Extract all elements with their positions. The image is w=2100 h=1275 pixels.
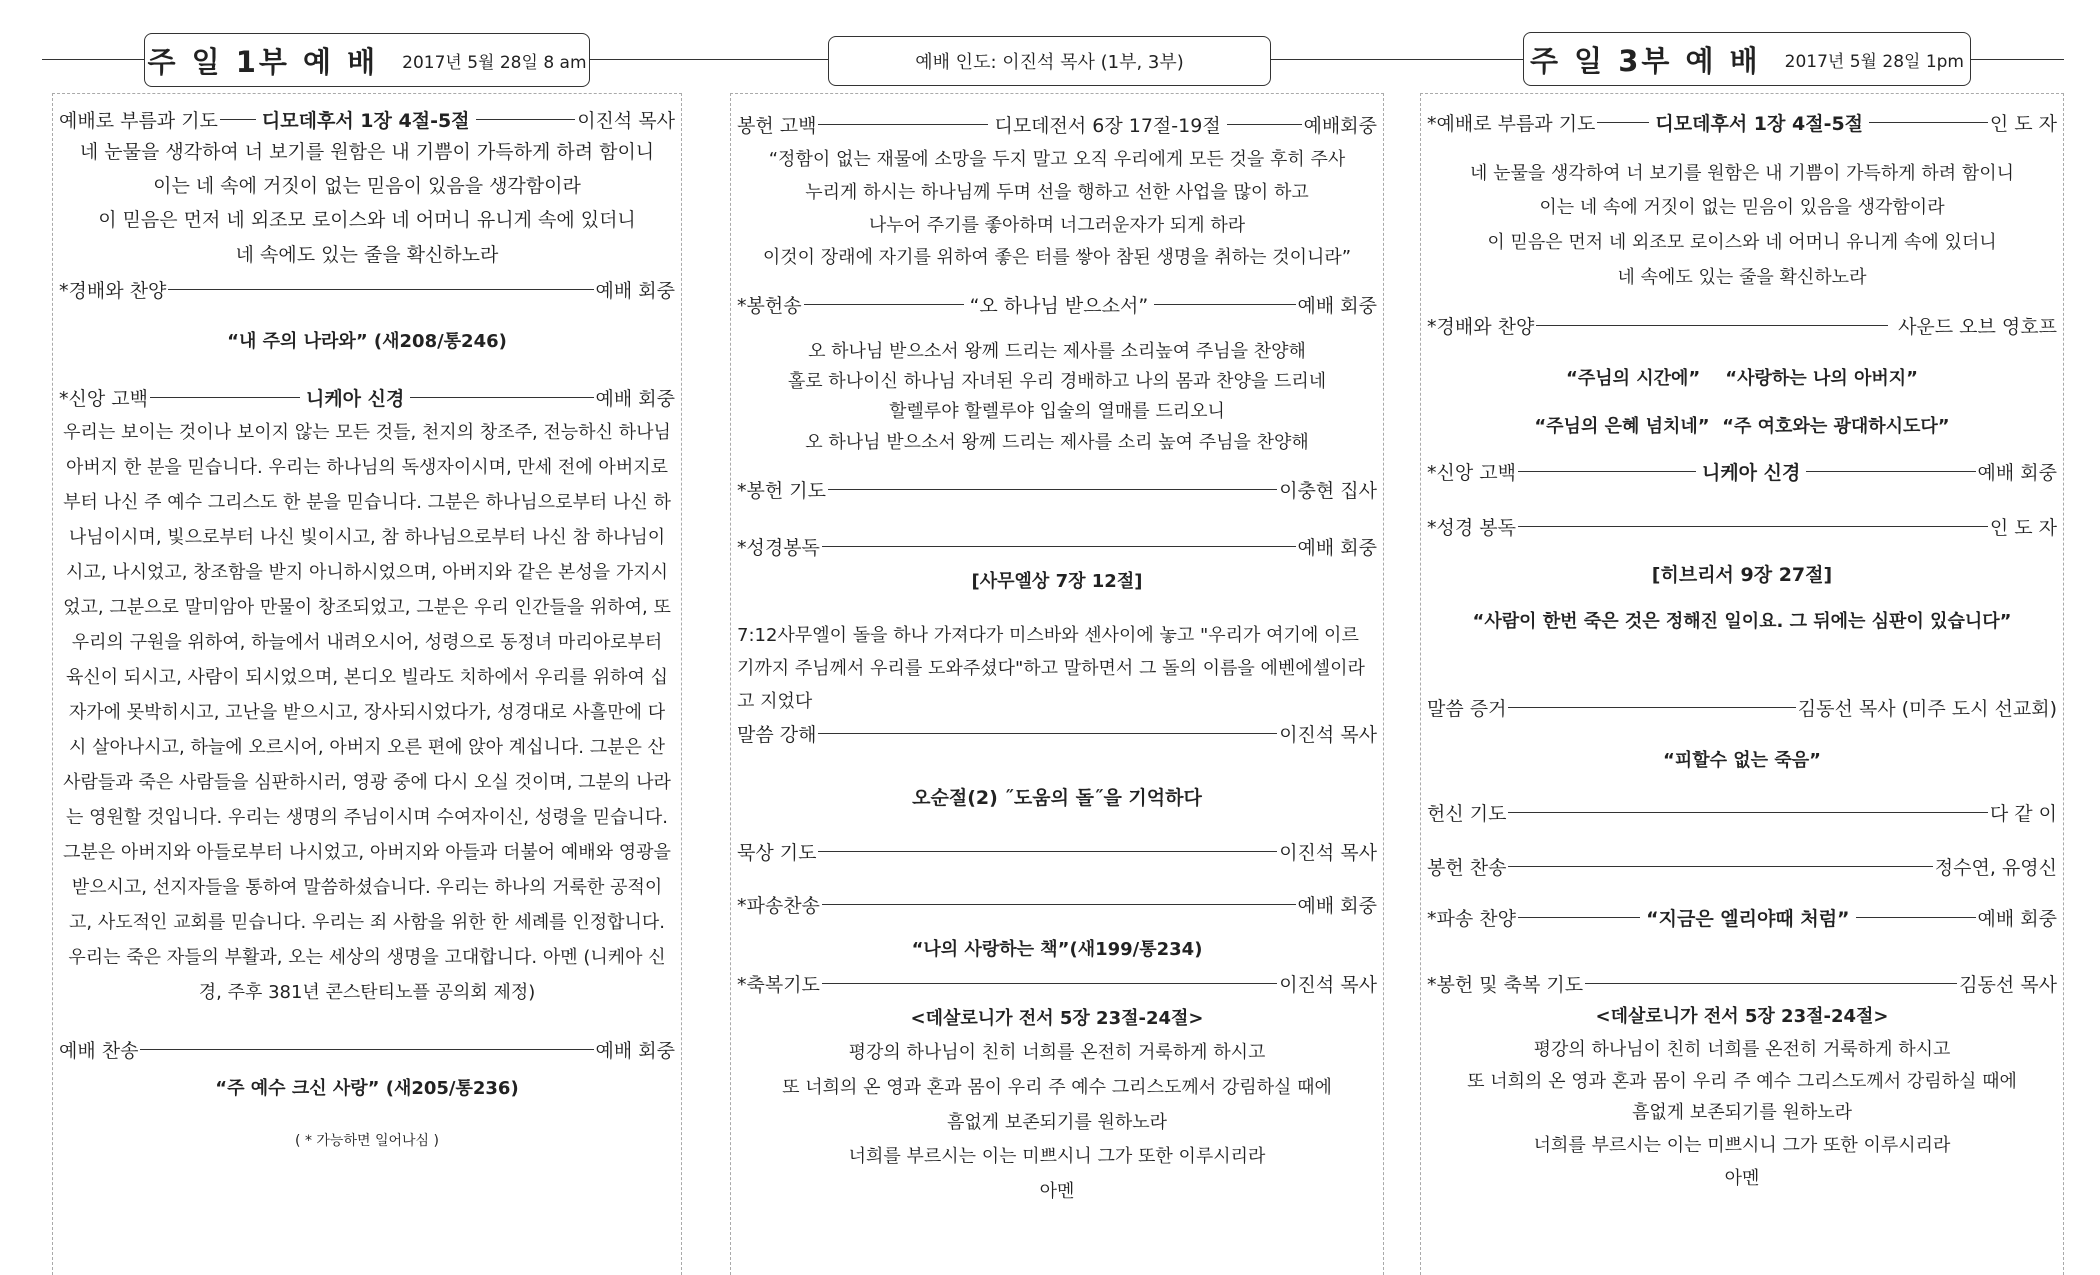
reading-reference: [사무엘상 7장 12절]: [971, 571, 1143, 592]
sending-song: “나의 사랑하는 책”(새199/통234): [911, 939, 1203, 960]
call-text-line: 네 눈물을 생각하여 너 보기를 원함은 내 기쁨이 가득하게 하려 함이니: [79, 141, 655, 163]
call-text-line-3: 이 믿음은 먼저 네 외조모 로이스와 네 어머니 유니게 속에 있더니: [1487, 232, 1997, 253]
sermon-title: 오순절(2) ˝도움의 돌˝을 기억하다: [912, 787, 1202, 809]
offering-song-line: 오 하나님 받으소서 왕께 드리는 제사를 소리 높여 주님을 찬양해: [805, 432, 1309, 453]
praise-row: *경배와 찬양 예배 회중: [59, 279, 675, 302]
standing-note: ( * 가능하면 일어나심 ): [295, 1133, 439, 1149]
dedication-prayer-row: 헌신 기도 다 같 이: [1427, 802, 2057, 825]
call-text-line: 이는 네 속에 거짓이 없는 믿음이 있음을 생각함이라: [153, 175, 581, 197]
sermon-title-3: “피할수 없는 죽음”: [1663, 750, 1821, 771]
sermon-row: 말씀 강해 이진석 목사: [737, 723, 1377, 746]
sending-hymn-row: *파송찬송 예배 회중: [737, 894, 1377, 917]
sending-song-row-3: *파송 찬양 “지금은 엘리야때 처럼” 예배 회중: [1427, 907, 2057, 930]
column-service-3: [1420, 93, 2064, 1275]
offering-text-line: “정함이 없는 재물에 소망을 두지 말고 오직 우리에게 모든 것을 후히 주사: [768, 149, 1346, 170]
call-text-line: 네 속에도 있는 줄을 확신하노라: [235, 244, 499, 266]
offering-prayer-row: *봉헌 기도 이충현 집사: [737, 479, 1377, 502]
benediction-reference: <데살로니가 전서 5장 23절-24절>: [910, 1008, 1204, 1029]
header-service-3: [1523, 32, 1971, 86]
header-rule-right: [1968, 59, 2064, 60]
header-rule-left: [42, 59, 146, 60]
benediction-row-3: *봉헌 및 축복 기도 김동선 목사: [1427, 973, 2057, 996]
silent-prayer-row: 묵상 기도 이진석 목사: [737, 841, 1377, 864]
offering-hymn-row-3: 봉헌 찬송 정수연, 유영신: [1427, 856, 2057, 879]
service-3-title: 주 일 3부 예 배: [1530, 43, 1761, 78]
offering-text-line: 누리게 하시는 하나님께 두며 선을 행하고 선한 사업을 많이 하고: [805, 182, 1309, 203]
offering-text-line: 나누어 주기를 좋아하며 너그러운자가 되게 하라: [868, 215, 1246, 236]
header-rule-center-right: [1269, 59, 1523, 60]
reading-text-line: 7:12사무엘이 돌을 하나 가져다가 미스바와 센사이에 놓고 "우리가 여기에 이르: [737, 625, 1359, 646]
creed-row: *신앙 고백 니케아 신경 예배 회중: [59, 387, 675, 410]
benediction-line: 평강의 하나님이 친히 너희를 온전히 거룩하게 하시고: [848, 1042, 1266, 1063]
benediction-row: *축복기도 이진석 목사: [737, 973, 1377, 996]
benediction-line-3: 흠없게 보존되기를 원하노라: [1631, 1102, 1853, 1123]
hymn-song: “주 예수 크신 사랑” (새205/통236): [215, 1078, 519, 1099]
benediction-line: 흠없게 보존되기를 원하노라: [946, 1112, 1168, 1133]
call-text-line: 이 믿음은 먼저 네 외조모 로이스와 네 어머니 유니게 속에 있더니: [98, 209, 636, 231]
call-text-line-3: 이는 네 속에 거짓이 없는 믿음이 있음을 생각함이라: [1539, 197, 1945, 218]
benediction-reference-3: <데살로니가 전서 5장 23절-24절>: [1595, 1006, 1889, 1027]
creed-row-3: *신앙 고백 니케아 신경 예배 회중: [1427, 461, 2057, 484]
reading-reference-3: [히브리서 9장 27절]: [1651, 564, 1833, 586]
nicene-creed-text: 우리는 보이는 것이나 보이지 않는 모든 것들, 천지의 창조주, 전능하신 하나님 아버지 한 분을 믿습니다. 우리는 하나님의 독생자이시며, 만세 전에 아버지로부터 나신 주 예수 그리스도 한 분을 믿습니다. 그분은 하나님으로부터 나신 하나님이시며, 빛으로부터 나신 빛이시고, 참 하나님으로부터 나신 참 하나님이시고, 나시었고, 창조함을 받지 아니하시었으며, 아버지와 같은 본성을 가지시었고, 그분으로 말미암아 만물이 창조되었고, 그분은 우리 인간들을 위하여, 또 우리의 구원을 위하여, 하늘에서 내려오시어, 성령으로 동정녀 마리아로부터 육신이 되시고, 사람이 되시었으며, 본디오 빌라도 치하에서 우리를 위하여 십자가에 못박히시고, 고난을 받으시고, 장사되시었다가, 성경대로 사흘만에 다시 살아나시고, 하늘에 오르시어, 아버지 오른 편에 앉아 계십니다. 그분은 산 사람들과 죽은 사람들을 심판하시러, 영광 중에 다시 오실 것이며, 그분의 나라는 영원할 것입니다. 우리는 생명의 주님이시며 수여자이신, 성령을 믿습니다. 그분은 아버지와 아들로부터 나시었고, 아버지와 아들과 더불어 예배와 영광을 받으시고, 선지자들을 통하여 말씀하셨습니다. 우리는 하나의 거룩한 공적이고, 사도적인 교회를 믿습니다. 우리는 죄 사함을 위한 한 세례를 인정합니다. 우리는 죽은 자들의 부활과, 오는 세상의 생명을 고대합니다. 아멘 (니케아 신경, 주후 381년 콘스탄티노플 공의회 제정): [63, 422, 671, 1003]
reading-text-3: “사람이 한번 죽은 것은 정해진 일이요. 그 뒤에는 심판이 있습니다”: [1472, 611, 2012, 632]
call-text-line-3: 네 눈물을 생각하여 너 보기를 원함은 내 기쁨이 가득하게 하려 함이니: [1469, 163, 2015, 184]
offering-song-line: 할렐루야 할렐루야 입술의 열매를 드리오니: [889, 401, 1225, 422]
benediction-line-3: 아멘: [1724, 1168, 1760, 1189]
header-service-1: [144, 33, 590, 87]
praise-songs-line-1: “주님의 시간에” “사랑하는 나의 아버지”: [1565, 368, 1918, 389]
sermon-row-3: 말씀 증거 김동선 목사 (미주 도시 선교회): [1427, 697, 2057, 720]
benediction-line: 너희를 부르시는 이는 미쁘시니 그가 또한 이루시리라: [848, 1146, 1266, 1167]
service-1-date: 2017년 5월 28일 8 am: [402, 52, 587, 73]
offering-text-line: 이것이 장래에 자기를 위하여 좋은 터를 쌓아 참된 생명을 취하는 것이니라”: [762, 247, 1352, 268]
reading-text-line: 고 지었다: [737, 691, 813, 712]
call-text-line-3: 네 속에도 있는 줄을 확신하노라: [1617, 267, 1867, 288]
offering-song-row: *봉헌송 “오 하나님 받으소서” 예배 회중: [737, 294, 1377, 317]
service-1-title: 주 일 1부 예 배: [147, 44, 379, 79]
scripture-reading-row: *성경봉독 예배 회중: [737, 536, 1377, 559]
call-to-worship-row-3: *예배로 부름과 기도 디모데후서 1장 4절-5절 인 도 자: [1427, 112, 2057, 135]
hymn-row: 예배 찬송 예배 회중: [59, 1039, 675, 1062]
benediction-line: 또 너희의 온 영과 혼과 몸이 우리 주 예수 그리스도께서 강림하실 때에: [782, 1077, 1332, 1098]
benediction-line-3: 너희를 부르시는 이는 미쁘시니 그가 또한 이루시리라: [1533, 1135, 1951, 1156]
offering-confession-row: 봉헌 고백 디모데전서 6장 17절-19절 예배회중: [737, 114, 1377, 137]
call-to-worship-row: 예배로 부름과 기도 디모데후서 1장 4절-5절 이진석 목사: [59, 109, 675, 132]
scripture-reading-row-3: *성경 봉독 인 도 자: [1427, 516, 2057, 539]
header-worship-leader: [828, 36, 1271, 86]
benediction-line-3: 또 너희의 온 영과 혼과 몸이 우리 주 예수 그리스도께서 강림하실 때에: [1467, 1071, 2017, 1092]
worship-leader-text: 예배 인도: 이진석 목사 (1부, 3부): [915, 52, 1184, 73]
offering-song-line: 홀로 하나이신 하나님 자녀된 우리 경배하고 나의 몸과 찬양을 드리네: [787, 371, 1327, 392]
header-rule-center-left: [588, 59, 828, 60]
column-service-1: [52, 93, 682, 1275]
offering-song-line: 오 하나님 받으소서 왕께 드리는 제사를 소리높여 주님을 찬양해: [808, 341, 1306, 362]
service-3-date: 2017년 5월 28일 1pm: [1784, 51, 1964, 72]
reading-text-line: 기까지 주님께서 우리를 도와주셨다"하고 말하면서 그 돌의 이름을 에벤에셀이라: [737, 658, 1365, 679]
column-order-middle: [730, 93, 1384, 1275]
praise-song: “내 주의 나라와” (새208/통246): [227, 331, 507, 352]
praise-songs-line-2: “주님의 은혜 넘치네” “주 여호와는 광대하시도다”: [1534, 416, 1950, 437]
benediction-line-3: 평강의 하나님이 친히 너희를 온전히 거룩하게 하시고: [1533, 1039, 1951, 1060]
praise-row-3: *경배와 찬양 사운드 오브 영호프: [1427, 315, 2057, 338]
benediction-line: 아멘: [1039, 1181, 1075, 1202]
